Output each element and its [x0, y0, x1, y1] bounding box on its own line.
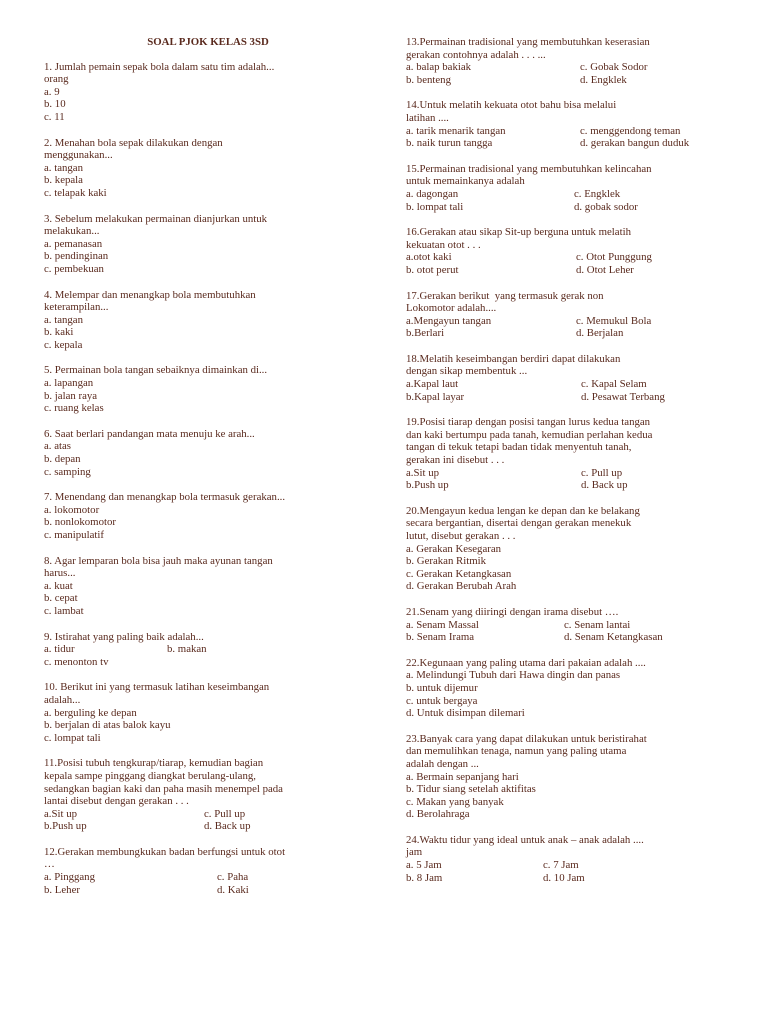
option-row — [406, 188, 724, 201]
question-item — [406, 657, 724, 720]
question-text: 13.Permainan tradisional yang membutuhkan keserasian gerakan contohnya adalah . . . ... — [406, 36, 650, 61]
answer-option: a. atas — [44, 440, 71, 453]
answer-option: a. pemanasan — [44, 237, 103, 250]
option-row — [406, 555, 724, 568]
question-item — [44, 213, 362, 276]
answer-option: a. tarik menarik tangan — [406, 124, 506, 137]
question-text: 7. Menendang dan menangkap bola termasuk gerakan... — [44, 491, 286, 504]
option-row — [406, 631, 724, 644]
answer-option: b. benteng — [406, 73, 451, 86]
answer-option: a. tangan — [44, 313, 83, 326]
answer-option: a. lokomotor — [44, 503, 100, 516]
answer-option: d. Back up — [581, 479, 628, 492]
answer-option: b.Push up — [44, 820, 87, 833]
question-text: 21.Senam yang diiringi dengan irama disebut …. — [406, 605, 619, 618]
answer-option: c. Senam lantai — [564, 618, 631, 631]
option-row — [406, 201, 724, 214]
answer-options — [44, 504, 362, 542]
answer-option: b.Berlari — [406, 327, 445, 340]
answer-option: a. Melindungi Tubuh dari Hawa dingin dan panas — [406, 669, 621, 682]
question-item — [44, 757, 362, 833]
answer-option: c. telapak kaki — [44, 186, 107, 199]
option-row — [44, 592, 362, 605]
answer-option: d. Kaki — [217, 883, 249, 896]
answer-option: c. 11 — [44, 110, 65, 123]
option-row — [406, 669, 724, 682]
option-row — [44, 808, 362, 821]
option-row — [44, 326, 362, 339]
answer-option: c. Pull up — [581, 466, 623, 479]
answer-options — [406, 619, 724, 644]
question-text: 11.Posisi tubuh tengkurap/tiarap, kemudian bagian kepala sampe pinggang diangkat berulang-ulang, sedangkan bagian kaki dan paha masih menempel pada lantai disebut dengan gerakan . . . — [44, 757, 283, 808]
answer-option: b. Senam Irama — [406, 631, 475, 644]
answer-option: c. Paha — [217, 871, 249, 884]
question-text: 3. Sebelum melakukan permainan dianjurkan untuk melakukan... — [44, 212, 268, 238]
answer-option: d. Untuk disimpan dilemari — [406, 707, 525, 720]
option-row — [44, 238, 362, 251]
answer-option: a. kuat — [44, 579, 73, 592]
question-item — [406, 353, 724, 403]
option-row — [406, 695, 724, 708]
answer-option: c. menggendong teman — [580, 124, 681, 137]
option-row — [406, 580, 724, 593]
option-row — [44, 187, 362, 200]
question-item — [44, 681, 362, 744]
option-row — [406, 783, 724, 796]
option-row — [44, 732, 362, 745]
answer-option: d. Pesawat Terbang — [581, 390, 665, 403]
option-row — [406, 872, 724, 885]
option-row — [406, 125, 724, 138]
question-text: 23.Banyak cara yang dapat dilakukan untuk beristirahat dan memulihkan tenaga, namun yang paling utama adalah dengan ... — [406, 732, 647, 770]
page-title: SOAL PJOK KELAS 3SD — [147, 36, 269, 48]
question-text: 9. Istirahat yang paling baik adalah... — [44, 630, 204, 643]
option-row — [44, 86, 362, 99]
answer-option: b. 10 — [44, 98, 66, 111]
option-row — [44, 656, 362, 669]
answer-option: b. untuk dijemur — [406, 681, 478, 694]
question-item — [44, 491, 362, 541]
answer-option: c. 7 Jam — [543, 859, 579, 872]
answer-option: b. berjalan di atas balok kayu — [44, 719, 171, 732]
option-row — [406, 137, 724, 150]
option-row — [406, 391, 724, 404]
question-text: 6. Saat berlari pandangan mata menuju ke arah... — [44, 427, 255, 440]
question-text: 19.Posisi tiarap dengan posisi tangan lurus kedua tangan dan kaki bertumpu pada tanah, kemudian perlahan kedua tangan di tekuk tetapi badan tidak menyentuh tanah, gerakan ini disebut . . . — [406, 416, 653, 467]
answer-option: a.Sit up — [406, 466, 439, 479]
option-row — [406, 619, 724, 632]
answer-option: b. Tidur siang setelah aktifitas — [406, 783, 536, 796]
answer-options — [406, 61, 724, 86]
answer-options — [44, 377, 362, 415]
answer-option: a. tidur — [44, 643, 75, 656]
option-row — [44, 377, 362, 390]
question-text: 5. Permainan bola tangan sebaiknya dimainkan di... — [44, 364, 268, 377]
answer-option: d. Otot Leher — [576, 263, 634, 276]
option-row — [44, 402, 362, 415]
answer-option: c. kepala — [44, 338, 83, 351]
option-row — [406, 682, 724, 695]
answer-option: d. Berolahraga — [406, 808, 470, 821]
answer-option: c. samping — [44, 465, 91, 478]
question-item — [44, 555, 362, 618]
question-text: 20.Mengayun kedua lengan ke depan dan ke belakang secara bergantian, disertai dengan gerakan menekuk lutut, disebut gerakan . . . — [406, 504, 640, 542]
answer-option: a. lapangan — [44, 377, 94, 390]
answer-option: b.Kapal layar — [406, 390, 465, 403]
answer-options — [44, 314, 362, 352]
option-row — [406, 771, 724, 784]
answer-option: b. 8 Jam — [406, 871, 443, 884]
option-row — [44, 314, 362, 327]
option-row — [406, 859, 724, 872]
question-text: 15.Permainan tradisional yang membutuhkan kelincahan untuk memainkanya adalah — [406, 162, 652, 188]
option-row — [406, 251, 724, 264]
question-item — [44, 289, 362, 352]
option-row — [44, 263, 362, 276]
answer-option: d. Back up — [204, 820, 251, 833]
option-row — [44, 516, 362, 529]
option-row — [44, 820, 362, 833]
answer-option: c. lompat tali — [44, 731, 101, 744]
answer-option: b. cepat — [44, 592, 78, 605]
answer-option: b. otot perut — [406, 263, 459, 276]
option-row — [406, 378, 724, 391]
question-text: 4. Melempar dan menangkap bola membutuhkan keterampilan... — [44, 288, 256, 314]
option-row — [406, 479, 724, 492]
answer-option: a. Bermain sepanjang hari — [406, 770, 519, 783]
option-row — [44, 871, 362, 884]
option-row — [406, 707, 724, 720]
answer-option: a. berguling ke depan — [44, 706, 137, 719]
answer-option: c. Otot Punggung — [576, 251, 652, 264]
answer-option: c. Memukul Bola — [576, 314, 652, 327]
option-row — [406, 796, 724, 809]
answer-option: b. naik turun tangga — [406, 137, 493, 150]
answer-option: c. Gerakan Ketangkasan — [406, 567, 512, 580]
question-item — [406, 505, 724, 593]
option-row — [44, 605, 362, 618]
answer-option: a. tangan — [44, 161, 83, 174]
answer-option: a.Mengayun tangan — [406, 314, 492, 327]
question-item — [406, 416, 724, 492]
answer-option: a. 5 Jam — [406, 859, 442, 872]
answer-options — [406, 315, 724, 340]
option-row — [406, 467, 724, 480]
question-text: 16.Gerakan atau sikap Sit-up berguna untuk melatih kekuatan otot . . . — [406, 226, 631, 251]
answer-option: d. 10 Jam — [543, 871, 585, 884]
question-item — [44, 631, 362, 669]
answer-option: c. ruang kelas — [44, 402, 104, 415]
answer-option: d. gobak sodor — [574, 200, 638, 213]
answer-options — [44, 808, 362, 833]
answer-options — [406, 378, 724, 403]
answer-option: b. pendinginan — [44, 250, 109, 263]
answer-option: a.otot kaki — [406, 251, 452, 264]
question-item — [406, 733, 724, 821]
answer-option: c. manipulatif — [44, 529, 104, 541]
answer-options — [44, 440, 362, 478]
answer-option: a.Kapal laut — [406, 378, 459, 391]
answer-options — [406, 859, 724, 884]
question-item — [406, 36, 724, 86]
answer-option: a. dagongan — [406, 187, 459, 200]
answer-option: b. makan — [167, 643, 207, 656]
question-item — [406, 290, 724, 340]
answer-option: c. Kapal Selam — [581, 378, 647, 391]
option-row — [44, 250, 362, 263]
option-row — [44, 884, 362, 897]
answer-option: b. Gerakan Ritmik — [406, 555, 487, 568]
option-row — [406, 315, 724, 328]
option-row — [44, 390, 362, 403]
option-row — [44, 504, 362, 517]
answer-option: b. lompat tali — [406, 200, 464, 213]
answer-option: a. balap bakiak — [406, 61, 472, 74]
answer-option: a. 9 — [44, 85, 60, 98]
question-item — [44, 61, 362, 124]
answer-option: c. Engklek — [574, 187, 621, 200]
option-row — [44, 98, 362, 111]
question-text: 18.Melatih keseimbangan berdiri dapat dilakukan dengan sikap membentuk ... — [406, 352, 621, 378]
answer-option: c. untuk bergaya — [406, 694, 478, 707]
answer-options — [406, 771, 724, 821]
answer-options — [406, 125, 724, 150]
question-text: 24.Waktu tidur yang ideal untuk anak – anak adalah .... jam — [406, 833, 644, 859]
answer-option: d. Gerakan Berubah Arah — [406, 580, 517, 593]
option-row — [44, 707, 362, 720]
option-row — [44, 339, 362, 352]
option-row — [44, 466, 362, 479]
question-text: 8. Agar lemparan bola bisa jauh maka ayunan tangan harus... — [44, 554, 273, 580]
answer-option: c. menonton tv — [44, 655, 109, 668]
option-row — [44, 174, 362, 187]
answer-option: d. Senam Ketangkasan — [564, 631, 663, 644]
answer-options — [44, 86, 362, 124]
answer-options — [44, 871, 362, 896]
answer-options — [44, 643, 362, 668]
left-column — [44, 36, 362, 909]
question-text: 17.Gerakan berikut yang termasuk gerak non Lokomotor adalah.... — [406, 289, 604, 315]
answer-options — [406, 467, 724, 492]
answer-option: b.Push up — [406, 479, 449, 492]
question-text: 14.Untuk melatih kekuata otot bahu bisa melalui latihan .... — [406, 99, 617, 124]
right-column — [406, 36, 724, 897]
option-row — [44, 453, 362, 466]
answer-options — [406, 251, 724, 276]
option-row — [44, 529, 362, 542]
question-item — [406, 606, 724, 644]
question-text: 12.Gerakan membungkukan badan berfungsi untuk otot … — [44, 845, 286, 871]
option-row — [406, 74, 724, 87]
question-item — [406, 99, 724, 149]
question-text: 10. Berikut ini yang termasuk latihan keseimbangan adalah... — [44, 681, 270, 706]
answer-option: d. gerakan bangun duduk — [580, 137, 690, 150]
answer-option: d. Engklek — [580, 73, 627, 86]
answer-option: c. Gobak Sodor — [580, 61, 648, 74]
answer-option: d. Berjalan — [576, 327, 624, 340]
question-item — [44, 428, 362, 478]
question-item — [44, 137, 362, 200]
answer-option: c. pembekuan — [44, 262, 104, 275]
answer-option: b. nonlokomotor — [44, 516, 116, 529]
answer-option: a. Senam Massal — [406, 618, 479, 631]
question-item — [44, 364, 362, 414]
question-item — [406, 163, 724, 213]
option-row — [406, 568, 724, 581]
option-row — [406, 543, 724, 556]
answer-options — [406, 188, 724, 213]
question-text: 22.Kegunaan yang paling utama dari pakaian adalah .... — [406, 656, 646, 669]
answer-option: a. Gerakan Kesegaran — [406, 542, 502, 555]
question-item — [44, 846, 362, 896]
option-row — [44, 719, 362, 732]
answer-option: b. kaki — [44, 326, 74, 339]
answer-option: b. jalan raya — [44, 389, 98, 402]
option-row — [406, 264, 724, 277]
question-item — [406, 834, 724, 884]
answer-options — [406, 669, 724, 719]
answer-option: c. Makan yang banyak — [406, 795, 504, 808]
answer-option: b. Leher — [44, 883, 80, 896]
answer-options — [44, 580, 362, 618]
answer-option: c. Pull up — [204, 807, 246, 820]
question-item — [406, 226, 724, 276]
answer-option: c. lambat — [44, 604, 84, 617]
option-row — [406, 327, 724, 340]
answer-option: a.Sit up — [44, 807, 77, 820]
question-text: 2. Menahan bola sepak dilakukan dengan menggunakan... — [44, 136, 223, 162]
answer-options — [44, 707, 362, 745]
answer-option: b. depan — [44, 453, 81, 466]
option-row — [44, 440, 362, 453]
question-text: 1. Jumlah pemain sepak bola dalam satu tim adalah... orang — [44, 60, 275, 86]
option-row — [44, 643, 362, 656]
answer-option: a. Pinggang — [44, 871, 95, 884]
option-row — [406, 61, 724, 74]
option-row — [44, 111, 362, 124]
answer-options — [44, 238, 362, 276]
answer-option: b. kepala — [44, 174, 83, 187]
answer-options — [44, 162, 362, 200]
option-row — [406, 808, 724, 821]
answer-options — [406, 543, 724, 593]
option-row — [44, 580, 362, 593]
option-row — [44, 162, 362, 175]
